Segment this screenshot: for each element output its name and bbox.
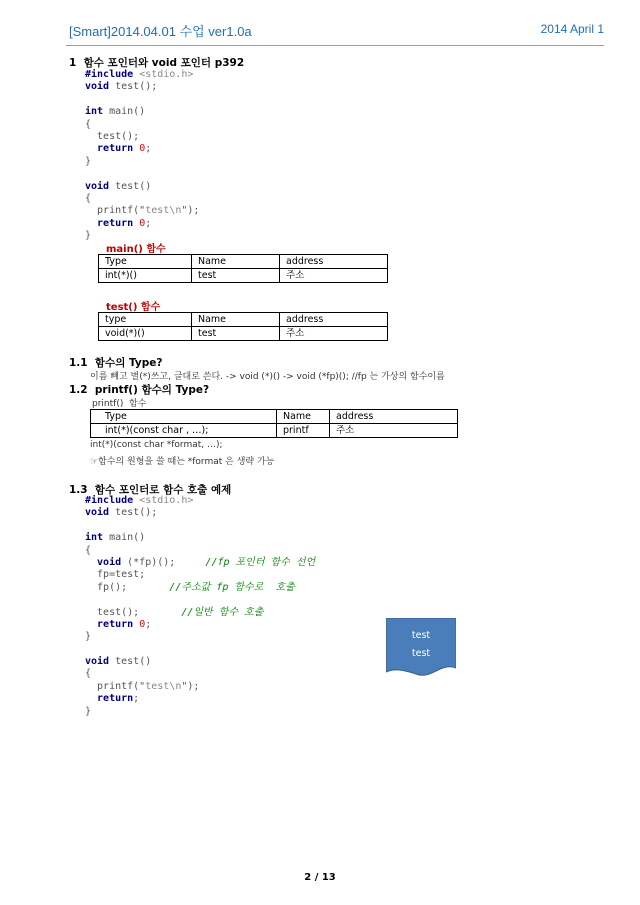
code-token: int [85,532,104,544]
code-token: test(); [109,81,158,93]
code-line [85,594,315,606]
code-token: return [85,693,134,705]
code-comment: //주소값 fp 함수로 호출 [169,581,295,593]
table-cell: Type [99,255,192,269]
code-token: printf(" [85,680,146,692]
table-row [99,269,388,283]
table-row [91,410,458,424]
table-row [91,424,458,438]
table-row [99,313,388,327]
section-1-3-heading: 1.3 함수 포인터로 함수 호출 예제 [69,484,232,496]
output-box-shape [386,618,456,676]
code-token: } [85,631,92,643]
code-line [85,532,315,544]
code-line [85,619,315,631]
code-line [85,582,315,594]
code-token: void [85,656,110,668]
code-token: 0 [139,217,146,229]
document-date: 2014 April 1 [540,22,604,36]
code-token: ; [145,217,152,229]
table-cell: test [192,327,280,341]
document-title: [Smart]2014.04.01 수업 ver1.0a [69,24,252,39]
code-line [85,94,199,106]
table-cell: address [330,410,458,424]
code-comment: //fp 포인터 함수 선언 [205,556,316,568]
code-token: } [85,155,92,167]
table-cell: 주소 [330,424,458,438]
table-cell: Name [277,410,330,424]
code-line [85,693,315,705]
code-token: test(); [109,507,158,519]
table-cell: void(*)() [99,327,192,341]
code-line [85,131,199,143]
test-type-table [98,312,388,341]
printf-type-table [90,409,458,438]
code-token: { [85,192,92,204]
prototype-note: ☞함수의 원형을 쓸 때는 *format 은 생략 가능 [90,457,275,467]
printf-label: printf() 함수 [92,399,147,409]
code-token: int [85,106,104,118]
table-cell: int(*)(const char , …); [91,424,277,438]
code-token: test(); [85,606,182,618]
code-token: test(); [85,130,140,142]
code-token: <stdio.h> [139,69,194,80]
table-cell: Name [192,255,280,269]
code-token: void [85,81,110,93]
code-line [85,507,315,519]
section-1-2-heading: 1.2 printf() 함수의 Type? [69,384,210,396]
table-cell: Type [91,410,277,424]
code-token: return [85,217,140,229]
code-token: ; [145,618,152,630]
code-line [85,607,315,619]
code-token: { [85,544,92,556]
code-block-1 [85,69,199,242]
code-token: #include [85,69,140,80]
code-line [85,69,199,81]
code-token: test() [109,180,152,192]
page-number: 2 / 13 [304,872,336,883]
section-1-heading: 1 함수 포인터와 void 포인터 p392 [69,57,245,69]
table-cell: address [280,313,388,327]
code-line [85,218,199,230]
section-1-1-heading: 1.1 함수의 Type? [69,357,163,369]
code-token: printf(" [85,205,146,217]
code-token: test() [109,656,152,668]
test-function-label: test() 함수 [106,302,161,313]
code-line [85,143,199,155]
code-token: "); [181,205,200,217]
code-line [85,495,315,507]
table-cell: address [280,255,388,269]
code-token: { [85,118,92,130]
code-token: "); [181,680,200,692]
code-line [85,119,199,131]
printf-prototype: int(*)(const char *format, …); [90,440,223,450]
code-line [85,520,315,532]
code-line [85,181,199,193]
code-line [85,106,199,118]
code-line [85,668,315,680]
code-line [85,706,315,718]
output-line: test [411,648,431,659]
table-row [99,255,388,269]
main-type-table [98,254,388,283]
table-cell: int(*)() [99,269,192,283]
code-token: ; [145,143,152,155]
table-cell: 주소 [280,269,388,283]
table-cell: Name [192,313,280,327]
code-line [85,631,315,643]
code-line [85,168,199,180]
code-token: void [85,180,110,192]
code-token: return [85,618,140,630]
code-token: void [85,507,110,519]
code-token: test\n [145,680,182,692]
code-token: #include [85,495,140,506]
code-token: fp=test; [85,569,146,581]
code-token: 0 [139,143,146,155]
section-1-1-text: 이름 빼고 별(*)쓰고, 글대로 쓴다. -> void (*)() -> void (*fp)(); //fp 는 가상의 함수이름 [90,372,445,382]
code-line [85,557,315,569]
code-token: void [85,556,122,568]
code-token: <stdio.h> [139,495,194,506]
code-token: main() [103,106,146,118]
code-line [85,193,199,205]
code-token: test\n [145,205,182,217]
code-token: main() [103,532,146,544]
code-token: } [85,230,92,242]
table-cell: printf [277,424,330,438]
main-function-label: main() 함수 [106,244,166,255]
code-token: } [85,705,92,717]
output-line: test [411,630,431,641]
code-line [85,644,315,656]
code-block-2 [85,495,315,718]
code-line [85,656,315,668]
code-line [85,545,315,557]
code-line [85,81,199,93]
table-cell: 주소 [280,327,388,341]
code-line [85,205,199,217]
table-cell: test [192,269,280,283]
code-token: return [85,143,140,155]
code-line [85,156,199,168]
table-row [99,327,388,341]
code-line [85,681,315,693]
code-token: ; [133,693,140,705]
code-line [85,569,315,581]
table-cell: type [99,313,192,327]
code-token: (*fp)(); [121,556,206,568]
code-token: { [85,668,92,680]
code-token: 0 [139,618,146,630]
code-comment: //일반 함수 호출 [181,606,264,618]
code-token: fp(); [85,581,170,593]
header-divider [66,45,604,46]
